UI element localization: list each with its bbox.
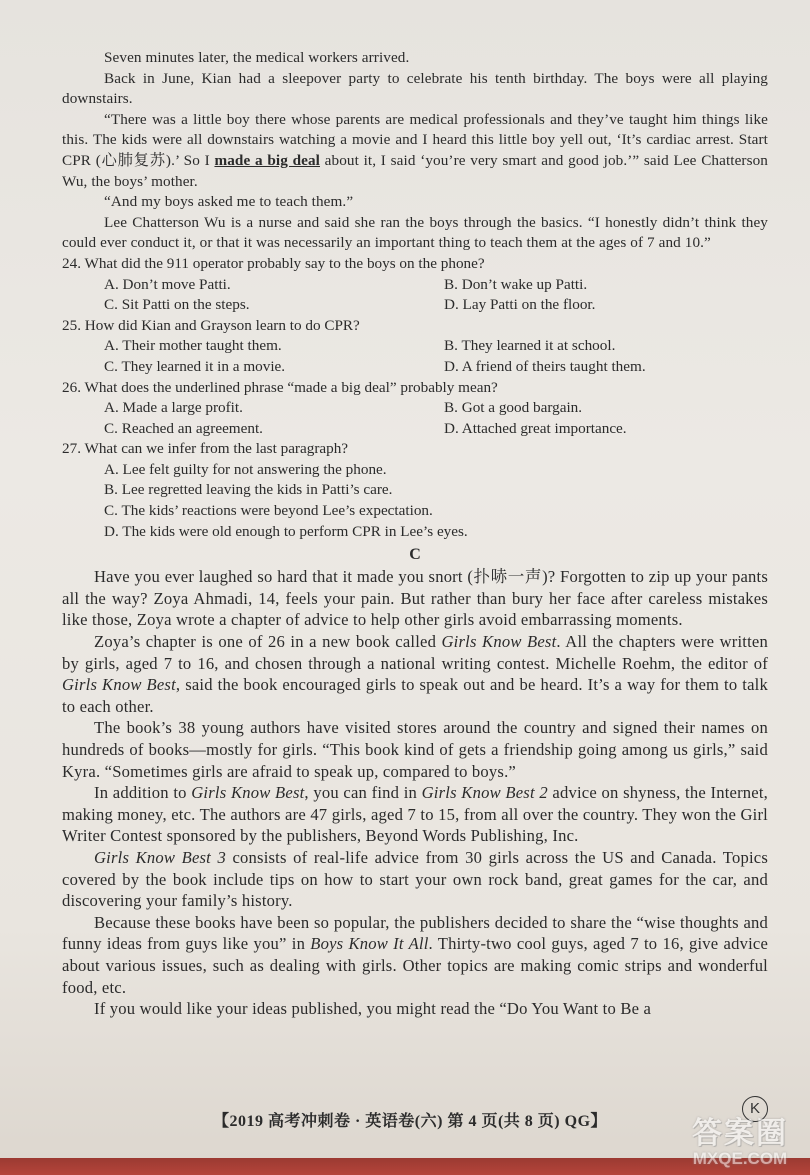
quote-after: about it, I said ‘you’re very smart and good job.’” said Lee Chatterson Wu, the boys’ mother. — [62, 151, 768, 190]
question-options — [62, 460, 768, 542]
k-circle-icon: K — [742, 1096, 768, 1122]
question-stem: 25. How did Kian and Grayson learn to do CPR? — [62, 316, 360, 334]
text-run: , you can find in — [304, 783, 422, 803]
question-options — [62, 336, 768, 377]
passage-b-paragraph: “And my boys asked me to teach them.” — [104, 193, 354, 211]
book-title: Girls Know Best — [441, 632, 557, 652]
passage-c-paragraph — [62, 847, 768, 912]
option-c: C. Reached an agreement. — [104, 419, 263, 437]
question-stem: 26. What does the underlined phrase “made a big deal” probably mean? — [62, 378, 498, 396]
option-d: D. The kids were old enough to perform CPR in Lee’s eyes. — [104, 522, 468, 540]
option-a: A. Made a large profit. — [104, 399, 243, 417]
option-a: A. Don’t move Patti. — [104, 275, 231, 293]
question-stem: 27. What can we infer from the last paragraph? — [62, 440, 349, 458]
watermark-logo — [675, 1118, 805, 1172]
underlined-phrase: made a big deal — [214, 151, 320, 169]
page-footer: 【2019 高考冲刺卷 · 英语卷(六) 第 4 页(共 8 页) QG】 — [212, 1113, 608, 1130]
question-options — [62, 275, 768, 316]
text-run: Because these books have been so popular, the publishers decided to share the “wise thoughts and funny ideas from guys like you” in — [62, 912, 768, 954]
question-27 — [62, 439, 768, 542]
passage-c-paragraph — [62, 782, 768, 847]
question-options — [62, 398, 768, 439]
option-c: C. The kids’ reactions were beyond Lee’s expectation. — [104, 502, 433, 520]
option-d: D. A friend of theirs taught them. — [444, 357, 646, 375]
option-d: D. Lay Patti on the floor. — [444, 296, 596, 314]
option-b: B. Got a good bargain. — [444, 399, 583, 417]
book-title: Boys Know It All — [310, 934, 429, 954]
section-heading: C — [409, 546, 421, 564]
option-a: A. Their mother taught them. — [104, 337, 282, 355]
text-run: advice on shyness, the Internet, making money, etc. The authors are 47 girls, aged 7 to 15, from all over the country. They won the Girl Writer Contest sponsored by the publishers, Beyond Words Publishing, Inc. — [62, 783, 769, 846]
passage-b-paragraph: Lee Chatterson Wu is a nurse and said she ran the boys through the basics. “I honestly didn’t think they could ever conduct it, or that it was necessarily an important thing to teach them at the ages of 7 and 10.” — [62, 213, 768, 252]
text-run: . Thirty-two cool guys, aged 7 to 16, give advice about various issues, such as dealing with girls. Other topics are making comic strips and wonderful food, etc. — [62, 934, 769, 997]
option-c: C. Sit Patti on the steps. — [104, 296, 250, 314]
book-title: Girls Know Best 2 — [421, 783, 548, 803]
option-b: B. Don’t wake up Patti. — [444, 275, 588, 293]
book-title: Girls Know Best 3 — [94, 847, 226, 867]
passage-c-paragraph: If you would like your ideas published, you might read the “Do You Want to Be a — [94, 999, 652, 1019]
book-title: Girls Know Best — [62, 675, 176, 695]
passage-c-paragraph — [62, 912, 768, 998]
text-run: Zoya’s chapter is one of 26 in a new book called — [94, 632, 442, 652]
option-b: B. Lee regretted leaving the kids in Patti’s care. — [104, 481, 393, 499]
page-content — [62, 48, 768, 1020]
passage-c-paragraph: The book’s 38 young authors have visited stores around the country and signed their names on hundreds of books—mostly for girls. “This book kind of gets a friendship going among us girls,” said Kyra. “Sometimes girls are afraid to speak up, compared to boys.” — [62, 718, 768, 781]
watermark-text: 答案圈 — [692, 1116, 788, 1151]
option-a: A. Lee felt guilty for not answering the phone. — [104, 460, 387, 478]
text-run: . All the chapters were written by girls, aged 7 to 16, and chosen through a national writing contest. Michelle Roehm, the editor of — [62, 632, 768, 673]
quote-paragraph — [62, 110, 768, 192]
watermark-url: MXQE.COM — [692, 1149, 788, 1168]
passage-c-paragraph: Have you ever laughed so hard that it made you snort (扑哧一声)? Forgotten to zip up your pants all the way? Zoya Ahmadi, 14, feels your pain. But rather than bury her face after careless mistakes like those, Zoya wrote a chapter of advice to help other girls avoid embarrassing moments. — [62, 567, 768, 630]
question-26 — [62, 378, 768, 440]
quote-before: “There was a little boy there whose parents are medical professionals and they’ve taught him things like this. The kids were all downstairs watching a movie and I heard this little boy yell out, ‘It’s cardiac arrest. Start CPR (心肺复苏).’ So I — [62, 110, 768, 169]
text-run: , said the book encouraged girls to speak out and be heard. It’s a way for them to talk to each other. — [62, 675, 768, 716]
passage-b-paragraph: Seven minutes later, the medical workers arrived. — [104, 49, 410, 66]
text-run: consists of real-life advice from 30 girls across the US and Canada. Topics covered by the book include tips on how to start your own rock band, great games for the car, and discovering your family’s history. — [62, 847, 768, 911]
passage-b-paragraph: Back in June, Kian had a sleepover party to celebrate his tenth birthday. The boys were all playing downstairs. — [62, 69, 768, 108]
question-stem: 24. What did the 911 operator probably say to the boys on the phone? — [62, 254, 485, 272]
passage-c-paragraph — [62, 631, 768, 717]
option-b: B. They learned it at school. — [444, 337, 616, 355]
question-24 — [62, 254, 768, 316]
question-25 — [62, 316, 768, 378]
text-run: In addition to — [94, 783, 192, 803]
book-title: Girls Know Best — [191, 783, 305, 803]
option-c: C. They learned it in a movie. — [104, 357, 286, 375]
option-d: D. Attached great importance. — [444, 419, 627, 437]
